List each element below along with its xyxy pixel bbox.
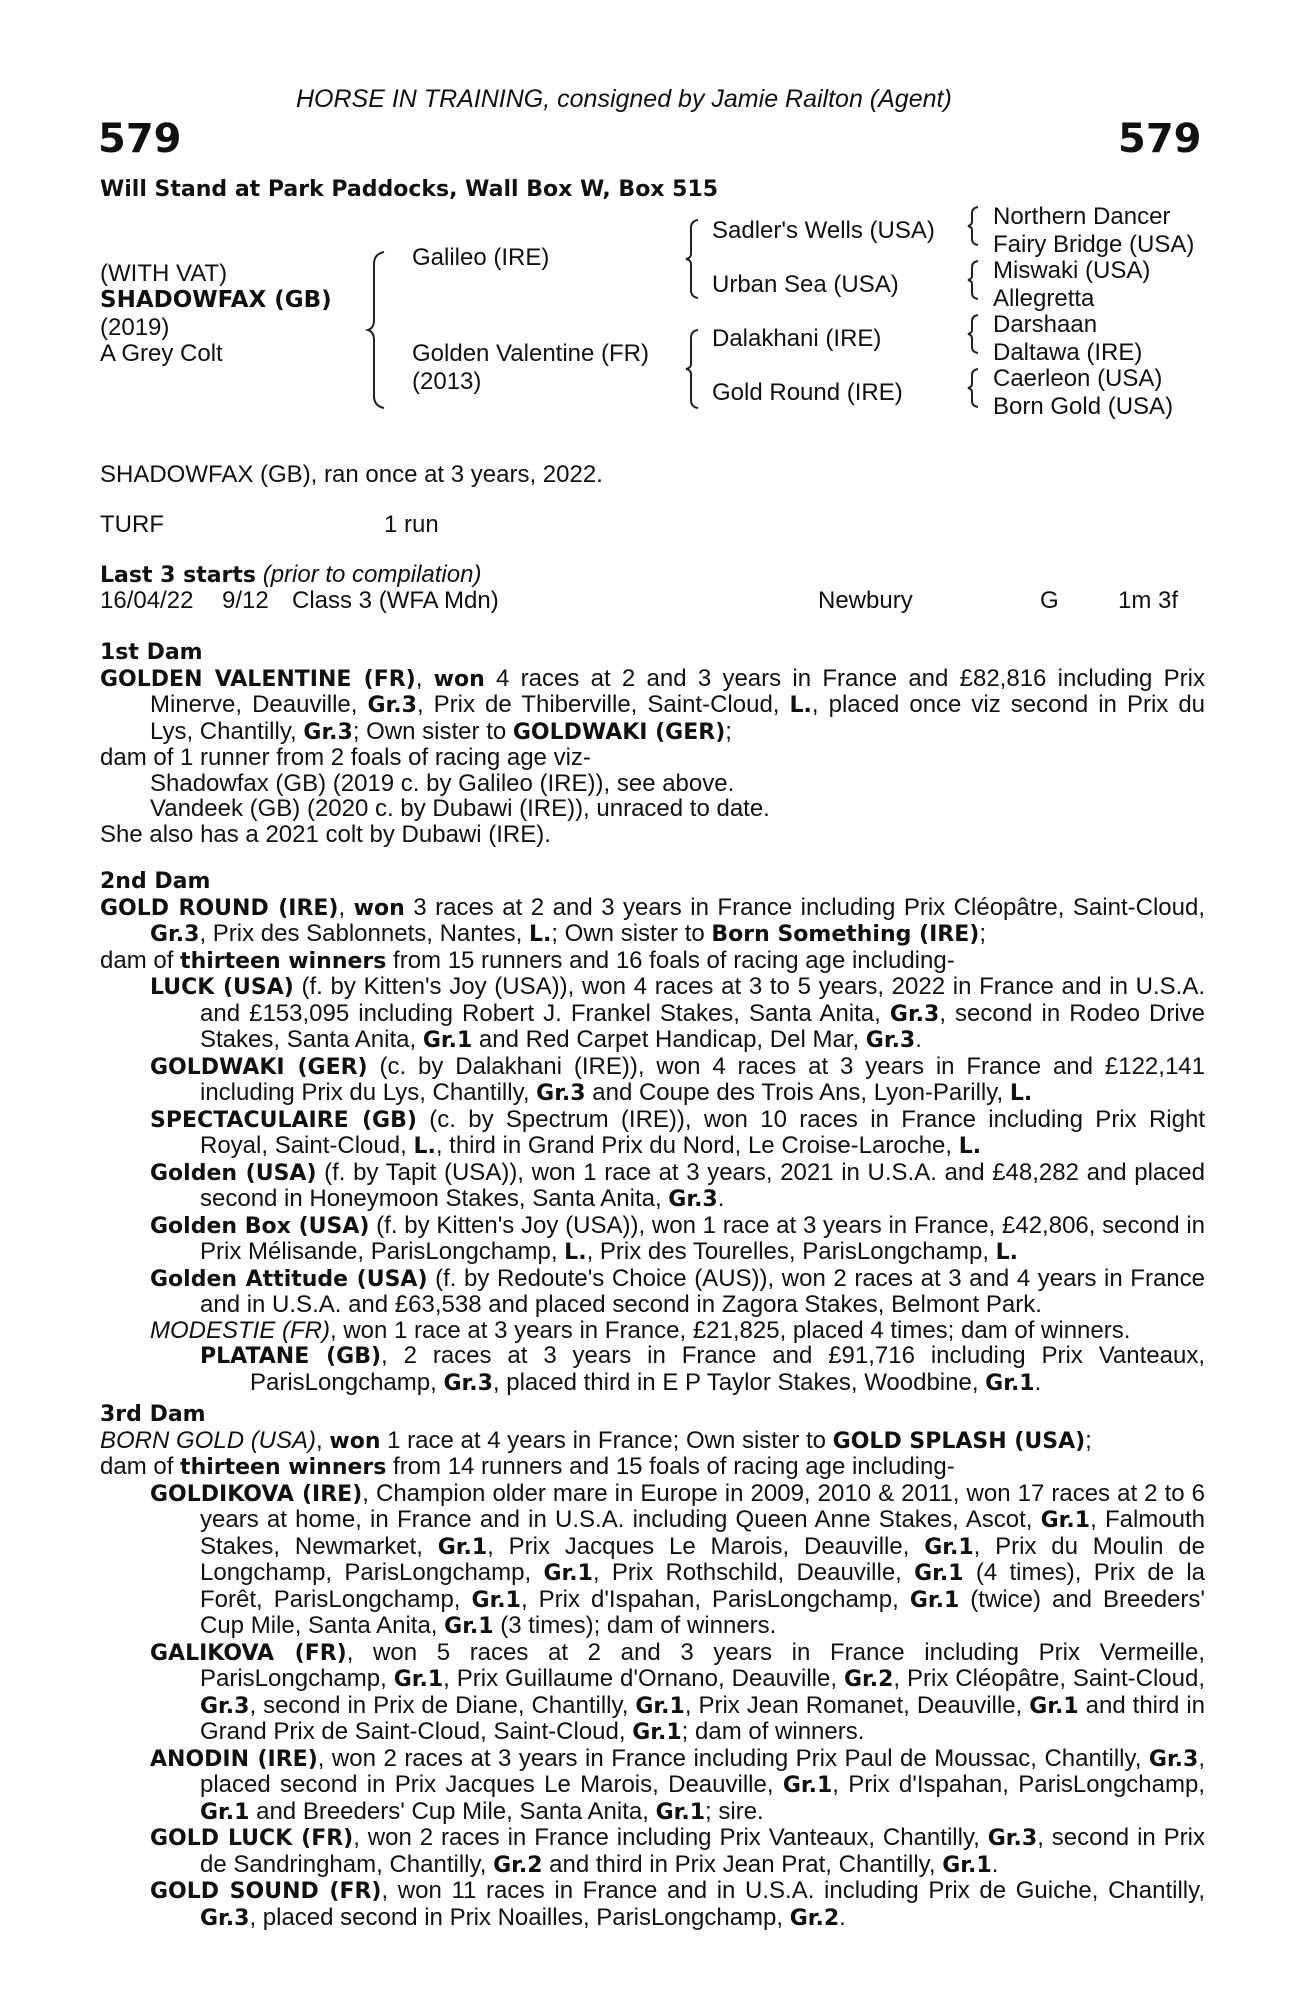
- second-dam-dam-of: dam of thirteen winners from 15 runners and 16 foals of racing age including-: [100, 946, 955, 974]
- first-dam-dam-of: dam of 1 runner from 2 foals of racing age viz-: [100, 744, 591, 771]
- third-dam-section: [100, 1402, 1205, 1931]
- progeny-modestie: MODESTIE (FR), won 1 race at 3 years in France, £21,825, placed 4 times; dam of winners.: [150, 1316, 1131, 1344]
- pedigree-sss: Northern Dancer: [993, 203, 1171, 230]
- horse-description: A Grey Colt: [100, 340, 223, 367]
- start-position: 9/12: [222, 587, 269, 614]
- pedigree-sire-sire: Sadler's Wells (USA): [712, 217, 935, 244]
- progeny-golden-box: Golden Box (USA) (f. by Kitten's Joy (USA)), won 1 race at 3 years in France, £42,806, second in Prix Mélisande, ParisLongchamp, L., Prix des Tourelles, ParisLongchamp, L.: [150, 1211, 1205, 1265]
- pedigree-brace-sire: [686, 218, 702, 300]
- pedigree-dds: Caerleon (USA): [993, 365, 1163, 392]
- pedigree-dam: Golden Valentine (FR): [412, 340, 649, 367]
- horse-year: (2019): [100, 314, 170, 341]
- first-dam-section: [100, 640, 1205, 847]
- race-summary: SHADOWFAX (GB), ran once at 3 years, 2022.: [100, 461, 603, 488]
- progeny-goldwaki: GOLDWAKI (GER) (c. by Dalakhani (IRE)), won 4 races at 3 years in France and £122,141 including Prix du Lys, Chantilly, Gr.3 and Coupe des Trois Ans, Lyon-Parilly, L.: [150, 1052, 1205, 1106]
- first-dam-name: GOLDEN VALENTINE (FR): [100, 666, 416, 692]
- pedigree-brace-ss: [968, 205, 982, 247]
- second-dam-record: GOLD ROUND (IRE), won 3 races at 2 and 3 years in France including Prix Cléopâtre, Saint-Cloud, Gr.3, Prix des Sablonnets, Nantes, L.; Own sister to Born Something (IRE);: [100, 893, 1205, 947]
- pedigree-ddd: Born Gold (USA): [993, 393, 1174, 420]
- last-starts-title: Last 3 starts: [100, 563, 257, 588]
- consignment-line: HORSE IN TRAINING, consigned by Jamie Railton (Agent): [296, 85, 952, 113]
- progeny-anodin: ANODIN (IRE), won 2 races at 3 years in France including Prix Paul de Moussac, Chantilly, Gr.3, placed second in Prix Jacques Le Marois, Deauville, Gr.1, Prix d'Ispahan, ParisLongchamp, Gr.1 and Breeders' Cup Mile, Santa Anita, Gr.1; sire.: [150, 1744, 1205, 1825]
- second-dam-heading: 2nd Dam: [100, 869, 211, 894]
- progeny-spectaculaire: SPECTACULAIRE (GB) (c. by Spectrum (IRE)), won 10 races in France including Prix Right Royal, Saint-Cloud, L., third in Grand Prix du Nord, Le Croise-Laroche, L.: [150, 1105, 1205, 1159]
- pedigree-sire: Galileo (IRE): [412, 244, 550, 271]
- horse-name: SHADOWFAX (GB): [100, 287, 332, 313]
- won-word: won: [329, 1428, 381, 1454]
- pedigree-dam-dam: Gold Round (IRE): [712, 379, 903, 406]
- progeny-gold-sound: GOLD SOUND (FR), won 11 races in France and in U.S.A. including Prix de Guiche, Chantilly, Gr.3, placed second in Prix Noailles, ParisLongchamp, Gr.2.: [150, 1877, 1206, 1931]
- start-distance: 1m 3f: [1118, 587, 1179, 614]
- first-dam-also: She also has a 2021 colt by Dubawi (IRE).: [100, 820, 551, 848]
- pedigree-brace-ds: [968, 313, 982, 355]
- pedigree-brace-dam: [686, 328, 702, 410]
- pedigree-dss: Darshaan: [993, 311, 1098, 338]
- surface-runs: 1 run: [384, 511, 439, 538]
- third-dam-dam-of: dam of thirteen winners from 14 runners and 15 foals of racing age including-: [100, 1453, 955, 1480]
- progeny-golden-attitude: Golden Attitude (USA) (f. by Redoute's Choice (AUS)), won 2 races at 3 and 4 years in France and in U.S.A. and £63,538 and placed second in Zagora Stakes, Belmont Park.: [150, 1264, 1206, 1318]
- third-dam-heading: 3rd Dam: [100, 1402, 206, 1427]
- pedigree-dam-sire: Dalakhani (IRE): [712, 325, 882, 352]
- first-dam-foal-1: Shadowfax (GB) (2019 c. by Galileo (IRE)), see above.: [150, 769, 735, 797]
- second-dam-name: GOLD ROUND (IRE): [100, 895, 339, 921]
- second-dam-section: [100, 869, 1205, 1396]
- second-dam-sister: Born Something (IRE): [711, 922, 980, 947]
- first-dam-heading: 1st Dam: [100, 640, 203, 665]
- third-dam-record: BORN GOLD (USA), won 1 race at 4 years in France; Own sister to GOLD SPLASH (USA);: [100, 1426, 1092, 1454]
- pedigree-brace-dd: [968, 367, 982, 409]
- start-date: 16/04/22: [100, 587, 194, 614]
- start-course: Newbury: [818, 587, 913, 614]
- pedigree-ssd: Fairy Bridge (USA): [993, 231, 1195, 258]
- first-dam-sister: GOLDWAKI (GER): [512, 719, 726, 745]
- stand-location: Will Stand at Park Paddocks, Wall Box W, Box 515: [100, 177, 719, 202]
- pedigree-dam-year: (2013): [412, 368, 482, 395]
- progeny-golden: Golden (USA) (f. by Tapit (USA)), won 1 race at 3 years, 2021 in U.S.A. and £48,282 and placed second in Honeymoon Stakes, Santa Anita, Gr.3.: [150, 1158, 1205, 1212]
- surface-label: TURF: [100, 511, 164, 538]
- progeny-gold-luck: GOLD LUCK (FR), won 2 races in France including Prix Vanteaux, Chantilly, Gr.3, second in Prix de Sandringham, Chantilly, Gr.2 and third in Prix Jean Prat, Chantilly, Gr.1.: [150, 1824, 1205, 1878]
- pedigree-dsd: Daltawa (IRE): [993, 339, 1143, 366]
- progeny-platane: PLATANE (GB), 2 races at 3 years in France and £91,716 including Prix Vanteaux, ParisLongchamp, Gr.3, placed third in E P Taylor Stakes, Woodbine, Gr.1.: [200, 1342, 1205, 1396]
- won-word: won: [433, 666, 485, 692]
- pedigree-sire-dam: Urban Sea (USA): [712, 271, 899, 298]
- progeny-goldikova: GOLDIKOVA (IRE), Champion older mare in Europe in 2009, 2010 & 2011, won 17 races at 2 to 6 years at home, in France and in U.S.A. including Queen Anne Stakes, Ascot, Gr.1, Falmouth Stakes, Newmarket, Gr.1, Prix Jacques Le Marois, Deauville, Gr.1, Prix du Moulin de Longchamp, ParisLongchamp, Gr.1, Prix Rothschild, Deauville, Gr.1 (4 times), Prix de la Forêt, ParisLongchamp, Gr.1, Prix d'Ispahan, ParisLongchamp, Gr.1 (twice) and Breeders' Cup Mile, Santa Anita, Gr.1 (3 times); dam of winners.: [150, 1479, 1206, 1639]
- won-word: won: [353, 895, 405, 921]
- vat-label: (WITH VAT): [100, 260, 228, 287]
- pedigree-brace-main: [368, 250, 390, 410]
- start-going: G: [1040, 587, 1059, 614]
- last-starts-heading: [100, 562, 481, 589]
- pedigree-sds: Miswaki (USA): [993, 257, 1151, 284]
- progeny-galikova: GALIKOVA (FR), won 5 races at 2 and 3 years in France including Prix Vermeille, ParisLongchamp, Gr.1, Prix Guillaume d'Ornano, Deauville, Gr.2, Prix Cléopâtre, Saint-Cloud, Gr.3, second in Prix de Diane, Chantilly, Gr.1, Prix Jean Romanet, Deauville, Gr.1 and third in Grand Prix de Saint-Cloud, Saint-Cloud, Gr.1; dam of winners.: [150, 1638, 1205, 1745]
- first-dam-foal-2: Vandeek (GB) (2020 c. by Dubawi (IRE)), unraced to date.: [150, 795, 770, 822]
- pedigree-sdd: Allegretta: [993, 285, 1095, 312]
- lot-number-left: 579: [98, 116, 182, 162]
- progeny-luck: LUCK (USA) (f. by Kitten's Joy (USA)), won 4 races at 3 to 5 years, 2022 in France and in U.S.A. and £153,095 including Robert J. Frankel Stakes, Santa Anita, Gr.3, second in Rodeo Drive Stakes, Santa Anita, Gr.1 and Red Carpet Handicap, Del Mar, Gr.3.: [150, 973, 1205, 1053]
- third-dam-name: BORN GOLD (USA): [100, 1426, 317, 1454]
- start-class: Class 3 (WFA Mdn): [292, 587, 499, 614]
- lot-number-right: 579: [1118, 116, 1202, 162]
- third-dam-sister: GOLD SPLASH (USA): [832, 1428, 1086, 1454]
- last-starts-note: (prior to compilation): [262, 561, 482, 588]
- pedigree-brace-sd: [968, 259, 982, 301]
- first-dam-record: GOLDEN VALENTINE (FR), won 4 races at 2 and 3 years in France and £82,816 including Prix Minerve, Deauville, Gr.3, Prix de Thiberville, Saint-Cloud, L., placed once viz second in Prix du Lys, Chantilly, Gr.3; Own sister to GOLDWAKI (GER);: [100, 664, 1206, 745]
